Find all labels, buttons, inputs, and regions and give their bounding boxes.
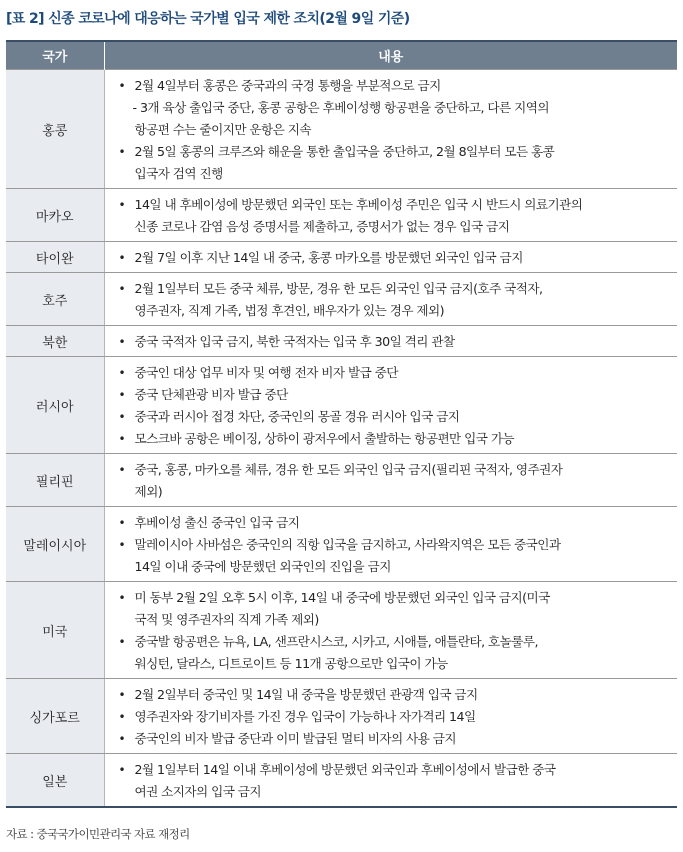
line-text: 14일 내 후베이성에 방문했던 외국인 또는 후베이성 주민은 입국 시 반드시 의료기관의 (134, 197, 583, 212)
continuation-line (105, 556, 672, 578)
bullet-icon: • (118, 432, 126, 446)
line-text: 2월 2일부터 중국인 및 14일 내 중국을 방문했던 관광객 입국 금지 (134, 687, 478, 702)
bullet-icon: • (118, 79, 126, 93)
line-text: 중국 국적자 입국 금지, 북한 국적자는 입국 후 30일 격리 관찰 (134, 334, 455, 349)
line-text: 말레이시아 사바섬은 중국인의 직항 입국을 금지하고, 사라왁지역은 모든 중국인과 (134, 537, 561, 552)
bullet-item (105, 684, 672, 706)
bullet-icon: • (118, 410, 126, 424)
bullet-item (105, 587, 672, 609)
header-country: 국가 (6, 41, 104, 70)
sub-item (105, 97, 672, 119)
continuation-line (105, 216, 672, 238)
bullet-item (105, 75, 672, 97)
bullet-icon: • (118, 251, 126, 265)
line-text: 워싱턴, 달라스, 디트로이트 등 11개 공항으로만 입국이 가능 (134, 656, 448, 671)
content-cell (104, 189, 677, 242)
country-cell: 러시아 (6, 357, 104, 454)
line-text: 미 동부 2월 2일 오후 5시 이후, 14일 내 중국에 방문했던 외국인 입국 금지(미국 (134, 590, 550, 605)
bullet-item (105, 512, 672, 534)
country-cell: 미국 (6, 582, 104, 679)
table-row (6, 507, 677, 582)
bullet-item (105, 534, 672, 556)
bullet-icon: • (118, 591, 126, 605)
continuation-line (105, 653, 672, 675)
bullet-icon: • (118, 516, 126, 530)
continuation-line (105, 119, 672, 141)
country-cell: 북한 (6, 326, 104, 357)
bullet-item (105, 459, 672, 481)
bullet-icon: • (118, 366, 126, 380)
line-text: 여권 소지자의 입국 금지 (134, 784, 262, 799)
content-cell (104, 679, 677, 754)
bullet-item (105, 428, 672, 450)
bullet-icon: • (118, 710, 126, 724)
continuation-line (105, 481, 672, 503)
line-text: 2월 4일부터 홍콩은 중국과의 국경 통행을 부분적으로 금지 (134, 78, 441, 93)
line-text: 중국, 홍콩, 마카오를 체류, 경유 한 모든 외국인 입국 금지(필리핀 국적자, 영주권자 (134, 462, 563, 477)
table-row (6, 326, 677, 357)
bullet-item (105, 384, 672, 406)
country-cell: 필리핀 (6, 454, 104, 507)
line-text: 2월 7일 이후 지난 14일 내 중국, 홍콩 마카오를 방문했던 외국인 입국 금지 (134, 250, 523, 265)
table-row (6, 357, 677, 454)
country-cell: 싱가포르 (6, 679, 104, 754)
line-text: 영주권자, 직계 가족, 법정 후견인, 배우자가 있는 경우 제외) (134, 303, 445, 318)
bullet-item (105, 631, 672, 653)
continuation-line (105, 163, 672, 185)
line-text: 중국인 대상 업무 비자 및 여행 전자 비자 발급 중단 (134, 365, 398, 380)
country-cell: 타이완 (6, 242, 104, 273)
line-text: 2월 1일부터 모든 중국 체류, 방문, 경유 한 모든 외국인 입국 금지(호주 국적자, (134, 281, 543, 296)
content-cell (104, 326, 677, 357)
country-cell: 일본 (6, 754, 104, 808)
content-cell (104, 273, 677, 326)
content-cell (104, 242, 677, 273)
bullet-icon: • (118, 335, 126, 349)
line-text: 2월 5일 홍콩의 크루즈와 해운을 통한 출입국을 중단하고, 2월 8일부터 모든 홍콩 (134, 144, 555, 159)
country-cell: 호주 (6, 273, 104, 326)
line-text: - 3개 육상 출입국 중단, 홍콩 공항은 후베이성행 항공편을 중단하고, 다른 지역의 (132, 100, 549, 115)
bullet-item (105, 362, 672, 384)
line-text: 입국자 검역 진행 (134, 166, 223, 181)
content-cell (104, 754, 677, 808)
content-cell (104, 70, 677, 189)
content-cell (104, 454, 677, 507)
content-cell (104, 582, 677, 679)
header-content: 내용 (104, 41, 677, 70)
content-cell (104, 357, 677, 454)
table-body (6, 70, 677, 808)
bullet-icon: • (118, 688, 126, 702)
line-text: 모스크바 공항은 베이징, 상하이 광저우에서 출발하는 항공편만 입국 가능 (134, 431, 515, 446)
line-text: 중국과 러시아 접경 차단, 중국인의 몽골 경유 러시아 입국 금지 (134, 409, 460, 424)
line-text: 중국발 항공편은 뉴욕, LA, 샌프란시스코, 시카고, 시애틀, 애틀란타, 호놀룰루, (134, 634, 538, 649)
bullet-item (105, 406, 672, 428)
bullet-icon: • (118, 282, 126, 296)
line-text: 중국인의 비자 발급 중단과 이미 발급된 멀티 비자의 사용 금지 (134, 731, 456, 746)
line-text: 항공편 수는 줄이지만 운항은 지속 (134, 122, 311, 137)
line-text: 2월 1일부터 14일 이내 후베이성에 방문했던 외국인과 후베이성에서 발급한 중국 (134, 762, 556, 777)
continuation-line (105, 609, 672, 631)
country-cell: 홍콩 (6, 70, 104, 189)
table-header-row (6, 41, 677, 70)
country-cell: 마카오 (6, 189, 104, 242)
bullet-item (105, 247, 672, 269)
bullet-item (105, 728, 672, 750)
continuation-line (105, 781, 672, 803)
line-text: 제외) (134, 484, 163, 499)
table-title: [표 2] 신종 코로나에 대응하는 국가별 입국 제한 조치(2월 9일 기준) (6, 11, 410, 27)
line-text: 국적 및 영주권자의 직계 가족 제외) (134, 612, 319, 627)
table-row (6, 679, 677, 754)
bullet-item (105, 759, 672, 781)
table-row (6, 242, 677, 273)
line-text: 영주권자와 장기비자를 가진 경우 입국이 가능하나 자가격리 14일 (134, 709, 476, 724)
bullet-icon: • (118, 763, 126, 777)
bullet-icon: • (118, 538, 126, 552)
table-row (6, 582, 677, 679)
entry-restriction-table (6, 40, 677, 808)
line-text: 중국 단체관광 비자 발급 중단 (134, 387, 288, 402)
line-text: 후베이성 출신 중국인 입국 금지 (134, 515, 300, 530)
content-cell (104, 507, 677, 582)
bullet-icon: • (118, 198, 126, 212)
table-row (6, 454, 677, 507)
line-text: 14일 이내 중국에 방문했던 외국인의 진입을 금지 (134, 559, 391, 574)
bullet-item (105, 331, 672, 353)
country-cell: 말레이시아 (6, 507, 104, 582)
bullet-item (105, 194, 672, 216)
table-row (6, 754, 677, 808)
continuation-line (105, 300, 672, 322)
bullet-icon: • (118, 145, 126, 159)
table-row (6, 189, 677, 242)
table-row (6, 70, 677, 189)
bullet-icon: • (118, 732, 126, 746)
bullet-icon: • (118, 635, 126, 649)
bullet-icon: • (118, 388, 126, 402)
bullet-icon: • (118, 463, 126, 477)
bullet-item (105, 141, 672, 163)
bullet-item (105, 278, 672, 300)
table-row (6, 273, 677, 326)
source-note: 자료 : 중국국가이민관리국 자료 재정리 (6, 827, 190, 841)
bullet-item (105, 706, 672, 728)
line-text: 신종 코로나 감염 음성 증명서를 제출하고, 증명서가 없는 경우 입국 금지 (134, 219, 510, 234)
